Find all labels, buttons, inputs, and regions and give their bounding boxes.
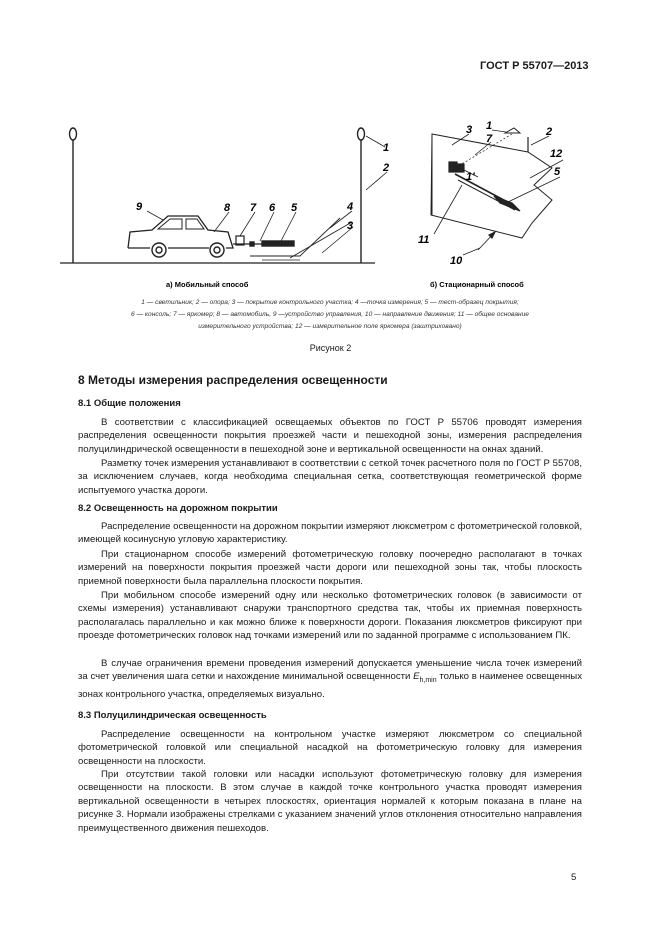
label-a-7: 7 (250, 202, 257, 214)
paragraph: Распределение освещенности на контрольном участке измеряют люксметром со специальной фотометрической головкой или специальной насадкой на фотометрическую головку для измерения освещенности на плоскости. (78, 729, 582, 767)
label-a-6: 6 (269, 202, 276, 214)
figure-title: Рисунок 2 (309, 343, 352, 353)
label-b-12: 12 (550, 148, 563, 160)
legend-line: 1 — светильник; 2 — опора; 3 — покрытие контрольного участка; 4 —точка измерения; 5 — тест-образец покрытия; (141, 299, 519, 306)
meter-b (449, 162, 457, 172)
label-a-3: 3 (347, 220, 354, 232)
subsection-8-1-title: 8.1 Общие положения (78, 398, 181, 409)
section-title: 8 Методы измерения распределения освещенности (78, 373, 388, 387)
paragraph: При мобильном способе измерений одну или несколько фотометрических головок (в зависимости от схемы измерения) устанавливают снаружи транспортного средства так, чтобы их приемная поверхность располагалась параллельно и как можно ближе к поверхности дороги. Показания люксметров фиксируют при проезде фотометрических головок над точками измерений или по заданной программе с использованием ПК. (78, 590, 582, 642)
label-b-5: 5 (554, 166, 561, 178)
right-luminaire (358, 128, 365, 140)
legend-line: измерительного устройства; 12 — измерительное поле яркомера (заштриховано) (198, 322, 462, 330)
label-b-7: 7 (486, 133, 493, 145)
left-luminaire (70, 128, 77, 140)
subsection-8-3-title: 8.3 Полуцилиндрическая освещенность (78, 710, 267, 721)
caption-stationary: б) Стационарный способ (430, 280, 524, 289)
paragraph-text: В случае ограничения времени проведения измерений допускается уменьшение числа точек измерений за счет увеличения шага сетки и нахождение минимальной освещенности (78, 658, 582, 683)
car-front-wheel (210, 243, 224, 257)
test-sample (262, 241, 294, 246)
label-a-8: 8 (224, 202, 231, 214)
figure-2-drawing (0, 110, 661, 295)
label-a-1: 1 (383, 142, 390, 154)
symbol-subscript: h,min (419, 677, 437, 685)
legend-line: 6 — консоль; 7 — яркомер; 8 — автомобиль, 9 —устройство управления, 10 — направление движения; 11 — общее основание (131, 310, 529, 318)
label-b-1prime: 1' (466, 171, 475, 183)
paragraph: Разметку точек измерения устанавливают в соответствии с сеткой точек расчетного поля по ГОСТ Р 55708, за исключением случаев, когда необходима специальная сетка, соответствующая геометрической форме испытуемого участка дороги. (78, 458, 582, 496)
surface-outline (431, 134, 552, 238)
symbol-e: E (413, 671, 420, 683)
standard-number: ГОСТ Р 55707—2013 (480, 60, 589, 72)
paragraph-text: только в наименее освещенных зонах контрольного участка, определяемых визуально. (78, 671, 582, 700)
car-rear-wheel (152, 243, 166, 257)
paragraph: Распределение освещенности на дорожном покрытии измеряют люксметром с фотометрической головкой, имеющей косинусную угловую характеристику. (78, 521, 582, 546)
label-a-9: 9 (136, 201, 143, 213)
label-a-4: 4 (347, 201, 354, 213)
luminaire-b (505, 128, 520, 133)
caption-mobile: а) Мобильный способ (166, 280, 249, 289)
label-b-2: 2 (546, 126, 553, 138)
label-b-11: 11 (418, 234, 430, 246)
label-a-5: 5 (291, 202, 298, 214)
label-b-10: 10 (450, 255, 463, 267)
paragraph: При отсутствии такой головки или насадки используют фотометрическую головку для измерения освещенности на плоскости. В этом случае в каждой точке контрольного участка проводят измерения вертикальной освещенности в четырех плоскостях, ориентация нормалей к которым показана в плане на рисунке 3. Нормали изображены стрелками с указанием значений углов отклонения относительно направления преимущественного движения пешеходов. (78, 769, 582, 834)
label-b-1: 1 (486, 120, 493, 132)
figure-legend (60, 297, 600, 332)
label-b-3: 3 (466, 124, 473, 136)
paragraph: При стационарном способе измерений фотометрическую головку поочередно располагают в точках измерений на поверхности покрытия проезжей части дороги или пешеходной зоны так, чтобы плоскость приемной поверхности была параллельна плоскости покрытия. (78, 549, 582, 587)
label-a-2: 2 (383, 162, 390, 174)
page-number: 5 (571, 872, 577, 883)
subsection-8-2-title: 8.2 Освещенность на дорожном покрытии (78, 503, 278, 514)
paragraph (78, 657, 582, 701)
paragraph: В соответствии с классификацией освещаемых объектов по ГОСТ Р 55706 проводят измерения распределения освещенности покрытия проезжей части и пешеходной зоны, измерения распределения полуцилиндрической освещенности в пешеходной зоне и вертикальной освещенности на окнах зданий. (78, 417, 582, 455)
